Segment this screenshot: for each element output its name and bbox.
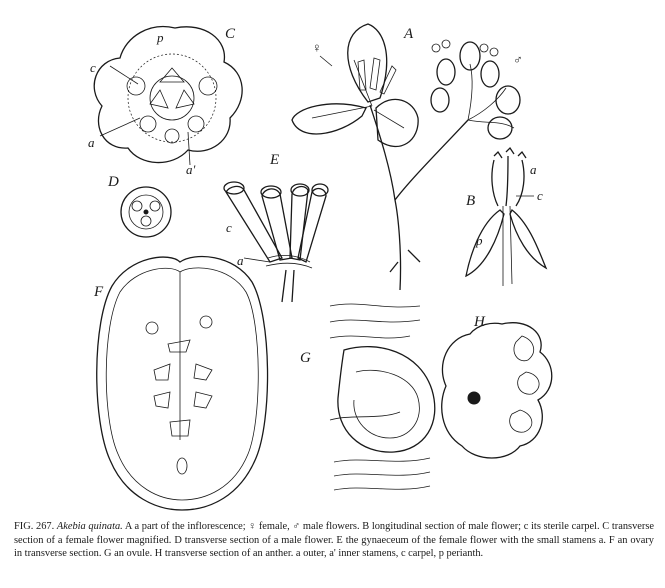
figure-c-female-flower-section xyxy=(88,26,242,177)
figure-h-anther-section xyxy=(442,314,552,458)
label-female-sign: ♀ xyxy=(312,40,322,55)
label-p: p xyxy=(157,30,164,45)
figure-b-male-flower-longitudinal xyxy=(466,148,546,286)
label-a: a xyxy=(88,135,95,150)
label-c-e: c xyxy=(226,220,232,235)
label-a-b: a xyxy=(530,162,537,177)
figure-caption xyxy=(14,520,654,561)
label-p-b: p xyxy=(476,233,483,248)
figure-f-ovary-section xyxy=(93,257,268,510)
label-c-b: c xyxy=(537,188,543,203)
label-C: C xyxy=(225,26,236,42)
caption-text: A a part of the inflorescence; ♀ female, ♂ male flowers. B longitudinal section of male flower; c its sterile carpel. C transverse section of a female flower magnified. D transverse section of a male flower. E the gynaeceum of the female flower with the small stamens a. F an ovary in transverse section. G an ovule. H transverse section of an anther. a outer, a' inner stamens, c carpel, p perianth. xyxy=(14,521,654,560)
caption-species: Akebia quinata. xyxy=(56,521,123,532)
label-F: F xyxy=(94,284,104,300)
label-D: D xyxy=(108,174,119,190)
label-male-sign: ♂ xyxy=(513,52,523,67)
label-B: B xyxy=(466,193,476,209)
figure-a-inflorescence xyxy=(292,24,523,290)
label-A: A xyxy=(404,26,414,42)
figure-g-ovule xyxy=(300,304,435,490)
label-a-prime: a' xyxy=(186,162,196,177)
label-c: c xyxy=(90,60,96,75)
figure-e-gynaeceum xyxy=(224,152,328,302)
label-E: E xyxy=(270,152,280,168)
label-G: G xyxy=(300,350,311,366)
label-H: H xyxy=(474,314,485,330)
caption-fig-number: FIG. 267. xyxy=(14,521,55,532)
label-a-e: a xyxy=(237,253,244,268)
figure-d-male-flower-section xyxy=(107,174,171,237)
